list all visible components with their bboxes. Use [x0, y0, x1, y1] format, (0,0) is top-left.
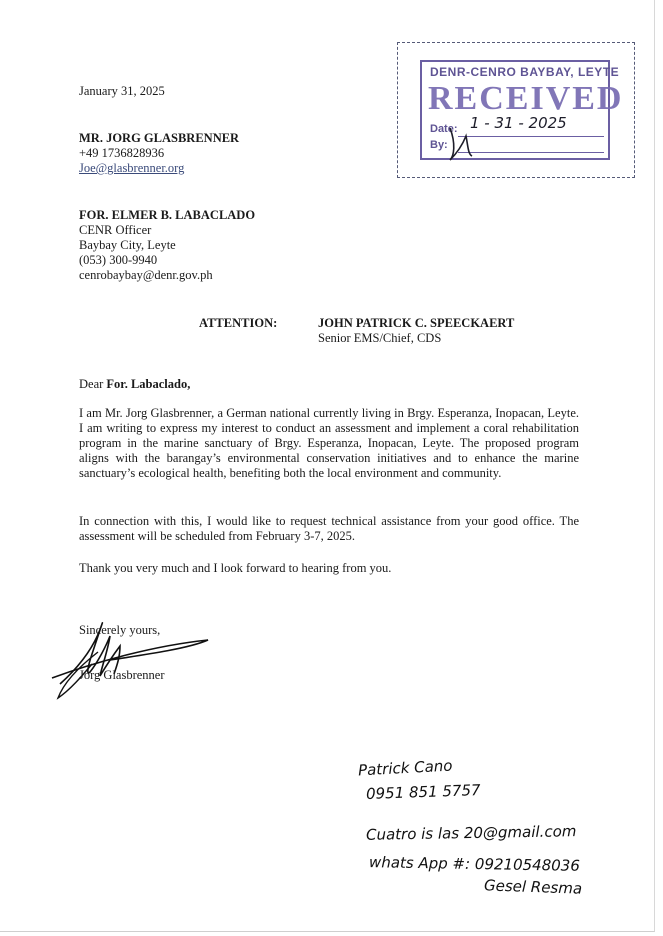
handwritten-name-2: Gesel Resma: [483, 876, 583, 898]
handwritten-whatsapp: whats App #: 09210548036: [368, 853, 581, 875]
salutation-name: For. Labaclado,: [106, 377, 191, 391]
sender-phone: +49 1736828936: [79, 146, 165, 160]
signatory-name: Jorg Glasbrenner: [79, 668, 165, 682]
received-stamp: [420, 60, 624, 160]
salutation: [79, 377, 190, 392]
letter-date: January 31, 2025: [79, 84, 165, 98]
attention-label: ATTENTION:: [199, 316, 278, 330]
stamp-date-line: [458, 136, 604, 137]
stamp-by-line: [458, 152, 604, 153]
recipient-address: Baybay City, Leyte: [79, 238, 176, 252]
handwritten-phone: 0951 851 5757: [365, 781, 481, 803]
handwritten-email: Cuatro is las 20@gmail.com: [365, 822, 577, 844]
stamp-date-value: 1 - 31 - 2025: [470, 114, 567, 132]
salutation-prefix: Dear: [79, 377, 104, 391]
attention-title: Senior EMS/Chief, CDS: [318, 331, 442, 345]
stamp-date-label: Date:: [430, 123, 458, 135]
stamp-office: DENR-CENRO BAYBAY, LEYTE: [430, 65, 620, 79]
body-paragraph-2: In connection with this, I would like to request technical assistance from your good office. The assessment will be scheduled from February 3-7, 2025.: [79, 514, 579, 543]
recipient-name: FOR. ELMER B. LABACLADO: [79, 208, 256, 222]
recipient-title: CENR Officer: [79, 223, 152, 237]
recipient-email: cenrobaybay@denr.gov.ph: [79, 268, 213, 282]
attention-name: JOHN PATRICK C. SPEECKAERT: [318, 316, 515, 330]
handwritten-name: Patrick Cano: [357, 756, 453, 780]
stamp-received-text: RECEIVED: [428, 80, 624, 117]
body-paragraph-3: Thank you very much and I look forward to hearing from you.: [79, 561, 392, 575]
sender-name: MR. JORG GLASBRENNER: [79, 131, 240, 145]
signature-image: [40, 606, 220, 706]
closing: Sincerely yours,: [79, 623, 161, 637]
recipient-phone: (053) 300-9940: [79, 253, 158, 267]
sender-email[interactable]: Joe@glasbrenner.org: [79, 161, 185, 175]
stamp-by-label: By:: [430, 139, 448, 151]
body-paragraph-1: I am Mr. Jorg Glasbrenner, a German national currently living in Brgy. Esperanza, Inopacan, Leyte. I am writing to express my interest to conduct an assessment and implement a coral rehabilitation program in the marine sanctuary of Brgy. Esperanza, Inopacan, Leyte. The proposed program aligns with the barangay’s environmental conservation initiatives and to enhance the marine sanctuary’s ecological health, benefiting both the local environment and community.: [79, 406, 579, 480]
stamp-initials: [446, 124, 476, 164]
